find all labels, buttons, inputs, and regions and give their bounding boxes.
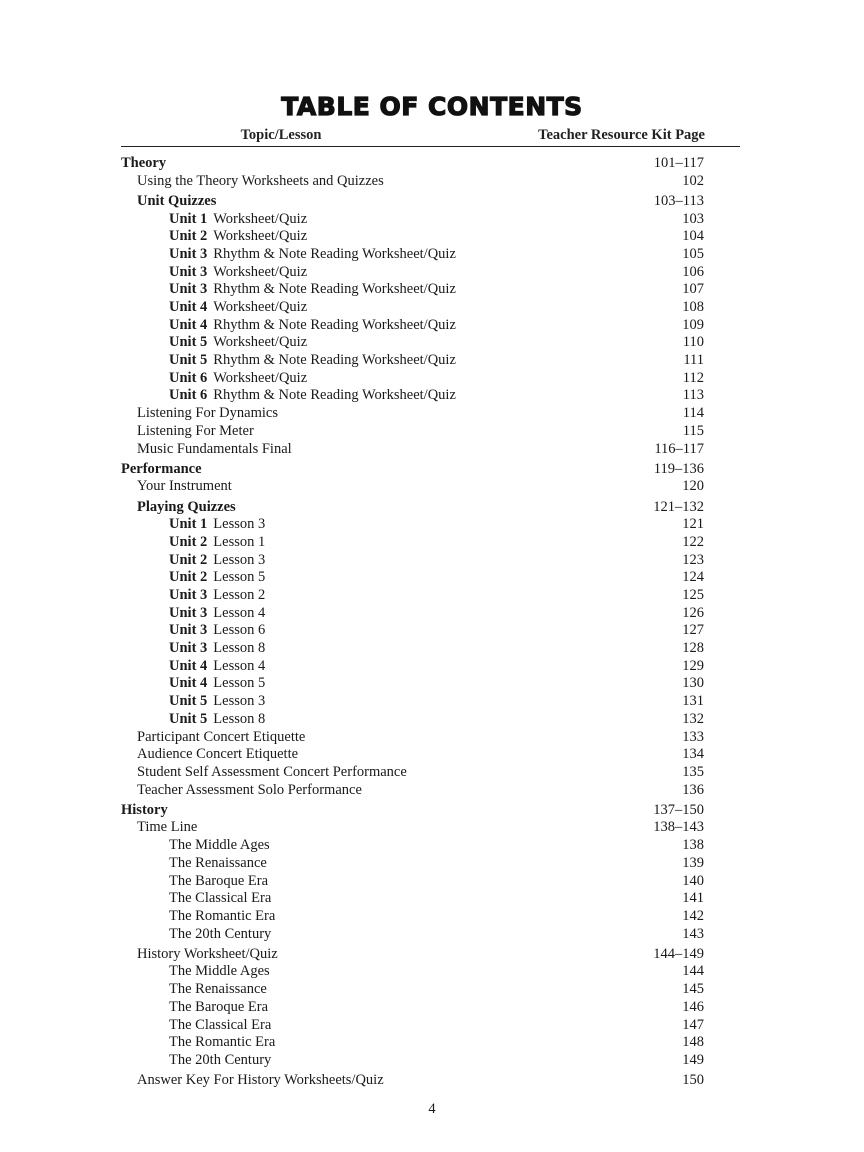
- entry-title: Lesson 2: [213, 587, 266, 603]
- toc-page-number: 121–132: [653, 498, 704, 515]
- toc-subitem: [121, 658, 704, 676]
- toc-entry-label: [169, 890, 271, 908]
- toc-entry-label: [137, 173, 384, 191]
- toc-subitem: [121, 281, 704, 299]
- unit-label: Unit 3: [169, 281, 208, 298]
- toc-entry-label: [137, 441, 292, 459]
- entry-title: Using the Theory Worksheets and Quizzes: [137, 172, 384, 189]
- unit-label: Unit 3: [169, 263, 208, 280]
- toc-subitem: [121, 352, 704, 370]
- unit-label: Unit 3: [169, 245, 208, 262]
- toc-entry-label: [169, 693, 265, 711]
- toc-page-number: 142: [682, 907, 704, 924]
- toc-subitem: [121, 334, 704, 352]
- entry-title: Listening For Dynamics: [137, 405, 278, 422]
- entry-title: Worksheet/Quiz: [213, 210, 308, 227]
- toc-entry-label: [169, 658, 265, 676]
- entry-title: History: [121, 801, 168, 818]
- toc-entry-label: [169, 228, 307, 246]
- toc-entry-label: [169, 264, 307, 282]
- toc-page-number: 113: [682, 387, 704, 404]
- toc-subitem: [121, 1052, 704, 1070]
- entry-title: Lesson 4: [213, 657, 266, 674]
- unit-label: Unit 4: [169, 657, 208, 674]
- entry-title: The Renaissance: [169, 854, 267, 871]
- toc-page-number: 134: [682, 746, 704, 763]
- toc-entry-label: [137, 499, 236, 517]
- entry-title: Lesson 5: [213, 675, 266, 692]
- toc-entry-label: [169, 352, 456, 370]
- toc-subitem: [121, 387, 704, 405]
- toc-item: [121, 729, 704, 747]
- toc-subitem: [121, 605, 704, 623]
- entry-title: Lesson 1: [213, 533, 266, 550]
- toc-entry-label: [137, 423, 254, 441]
- entry-title: Lesson 5: [213, 569, 266, 586]
- toc-entry-label: [137, 193, 216, 211]
- unit-label: Unit 5: [169, 693, 208, 710]
- toc-page-number: 145: [682, 981, 704, 998]
- toc-subitem: [121, 246, 704, 264]
- toc-page-number: 110: [682, 334, 704, 351]
- toc-group: [121, 499, 704, 517]
- toc-entry-label: [169, 334, 307, 352]
- toc-page-number: 104: [682, 228, 704, 245]
- entry-title: Worksheet/Quiz: [213, 334, 308, 351]
- toc-list: [121, 155, 704, 1090]
- entry-title: Answer Key For History Worksheets/Quiz: [137, 1072, 384, 1089]
- unit-label: Unit 3: [169, 604, 208, 621]
- entry-title: Rhythm & Note Reading Worksheet/Quiz: [213, 352, 456, 369]
- toc-page-number: 124: [682, 569, 704, 586]
- toc-entry-label: [169, 622, 265, 640]
- toc-page-number: 114: [682, 405, 704, 422]
- unit-label: Unit 6: [169, 369, 208, 386]
- toc-page-number: 111: [683, 352, 704, 369]
- toc-entry-label: [169, 299, 307, 317]
- entry-title: The Baroque Era: [169, 998, 269, 1015]
- toc-item: [121, 478, 704, 496]
- toc-page-number: 120: [682, 478, 704, 495]
- toc-page-number: 143: [682, 925, 704, 942]
- page-number: 4: [428, 1101, 436, 1117]
- toc-page-number: 121: [682, 516, 704, 533]
- toc-page-number: 109: [682, 316, 704, 333]
- toc-item: [121, 405, 704, 423]
- entry-title: Audience Concert Etiquette: [137, 746, 299, 763]
- toc-entry-label: [169, 534, 265, 552]
- toc-page-number: 138: [682, 837, 704, 854]
- toc-entry-label: [121, 802, 168, 820]
- unit-label: Unit 3: [169, 640, 208, 657]
- toc-page-number: 144–149: [653, 945, 704, 962]
- toc-page-number: 129: [682, 657, 704, 674]
- entry-title: Lesson 3: [213, 551, 266, 568]
- toc-entry-label: [169, 855, 267, 873]
- entry-title: Lesson 8: [213, 640, 266, 657]
- entry-title: Worksheet/Quiz: [213, 263, 308, 280]
- toc-entry-label: [169, 605, 265, 623]
- toc-entry-label: [169, 587, 265, 605]
- entry-title: The Romantic Era: [169, 907, 276, 924]
- entry-title: The Classical Era: [169, 890, 272, 907]
- toc-subitem: [121, 837, 704, 855]
- toc-page-number: 127: [682, 622, 704, 639]
- toc-entry-label: [137, 819, 197, 837]
- toc-item: [121, 441, 704, 459]
- entry-title: Worksheet/Quiz: [213, 228, 308, 245]
- toc-page-number: 144: [682, 963, 704, 980]
- toc-page-number: 133: [682, 728, 704, 745]
- entry-title: The Baroque Era: [169, 872, 269, 889]
- toc-subitem: [121, 264, 704, 282]
- entry-title: Theory: [121, 155, 167, 171]
- toc-subitem: [121, 981, 704, 999]
- unit-label: Unit 2: [169, 551, 208, 568]
- unit-label: Unit 5: [169, 352, 208, 369]
- unit-label: Unit 4: [169, 316, 208, 333]
- toc-page-number: 137–150: [653, 801, 704, 818]
- toc-page-number: 147: [682, 1016, 704, 1033]
- toc-subitem: [121, 999, 704, 1017]
- toc-entry-label: [169, 211, 307, 229]
- toc-item: [121, 746, 704, 764]
- toc-entry-label: [169, 926, 271, 944]
- toc-entry-label: [169, 675, 265, 693]
- entry-title: Lesson 6: [213, 622, 266, 639]
- entry-title: Listening For Meter: [137, 422, 254, 439]
- toc-page-number: 149: [682, 1051, 704, 1068]
- toc-entry-label: [169, 281, 456, 299]
- entry-title: The Middle Ages: [169, 837, 270, 854]
- entry-title: The 20th Century: [169, 925, 272, 942]
- toc-subitem: [121, 711, 704, 729]
- toc-subitem: [121, 211, 704, 229]
- toc-section: [121, 461, 704, 479]
- topic-column-heading: Topic/Lesson: [240, 127, 322, 143]
- entry-title: History Worksheet/Quiz: [137, 945, 278, 962]
- toc-entry-label: [169, 837, 270, 855]
- toc-entry-label: [169, 552, 265, 570]
- toc-subitem: [121, 516, 704, 534]
- toc-subitem: [121, 299, 704, 317]
- toc-page-number: 140: [682, 872, 704, 889]
- toc-item: [121, 423, 704, 441]
- toc-entry-label: [169, 640, 265, 658]
- toc-entry-label: [169, 908, 275, 926]
- unit-label: Unit 5: [169, 334, 208, 351]
- toc-entry-label: [169, 963, 270, 981]
- toc-subitem: [121, 873, 704, 891]
- entry-title: Lesson 4: [213, 604, 266, 621]
- unit-label: Unit 2: [169, 533, 208, 550]
- toc-page-number: 132: [682, 710, 704, 727]
- toc-subitem: [121, 587, 704, 605]
- toc-subitem: [121, 552, 704, 570]
- toc-entry-label: [169, 873, 268, 891]
- entry-title: Lesson 3: [213, 516, 266, 533]
- toc-entry-label: [169, 569, 265, 587]
- toc-entry-label: [121, 461, 202, 479]
- entry-title: Rhythm & Note Reading Worksheet/Quiz: [213, 281, 456, 298]
- entry-title: The Middle Ages: [169, 963, 270, 980]
- toc-subitem: [121, 569, 704, 587]
- toc-entry-label: [137, 946, 278, 964]
- toc-item: [121, 819, 704, 837]
- toc-subitem: [121, 963, 704, 981]
- unit-label: Unit 2: [169, 228, 208, 245]
- toc-entry-label: [169, 246, 456, 264]
- toc-entry-label: [169, 1017, 271, 1035]
- unit-label: Unit 4: [169, 299, 208, 315]
- toc-subitem: [121, 693, 704, 711]
- toc-subitem: [121, 855, 704, 873]
- toc-page-number: 106: [682, 263, 704, 280]
- entry-title: Music Fundamentals Final: [137, 440, 292, 457]
- toc-entry-label: [169, 999, 268, 1017]
- toc-section: [121, 802, 704, 820]
- toc-page-number: 107: [682, 281, 704, 298]
- toc-subitem: [121, 317, 704, 335]
- toc-subitem: [121, 622, 704, 640]
- toc-subitem: [121, 370, 704, 388]
- toc-page-number: 123: [682, 551, 704, 568]
- toc-entry-label: [137, 478, 232, 496]
- unit-label: Unit 3: [169, 622, 208, 639]
- toc-page-number: 139: [682, 854, 704, 871]
- toc-page-number: 102: [682, 172, 704, 189]
- toc-subitem: [121, 926, 704, 944]
- toc-subitem: [121, 534, 704, 552]
- column-header: [121, 127, 739, 147]
- toc-page-number: 112: [682, 369, 704, 386]
- entry-title: Playing Quizzes: [137, 498, 236, 515]
- toc-entry-label: [169, 387, 456, 405]
- toc-page-number: 136: [682, 781, 704, 798]
- toc-page-number: 103: [682, 210, 704, 227]
- toc-page-number: 116–117: [654, 440, 704, 457]
- toc-page-number: 103–113: [653, 192, 704, 209]
- toc-item: [121, 173, 704, 191]
- entry-title: The Classical Era: [169, 1016, 272, 1033]
- toc-page-number: 138–143: [653, 819, 704, 836]
- unit-label: Unit 1: [169, 516, 208, 533]
- toc-entry-label: [137, 729, 305, 747]
- toc-entry-label: [169, 1052, 271, 1070]
- toc-section: [121, 155, 704, 173]
- entry-title: Lesson 3: [213, 693, 266, 710]
- entry-title: Rhythm & Note Reading Worksheet/Quiz: [213, 387, 456, 404]
- toc-subitem: [121, 640, 704, 658]
- toc-page-number: 146: [682, 998, 704, 1015]
- entry-title: Worksheet/Quiz: [213, 369, 308, 386]
- toc-subitem: [121, 1034, 704, 1052]
- unit-label: Unit 5: [169, 710, 208, 727]
- entry-title: Your Instrument: [137, 478, 232, 495]
- toc-page-number: 141: [682, 890, 704, 907]
- entry-title: Participant Concert Etiquette: [137, 728, 306, 745]
- entry-title: Teacher Assessment Solo Performance: [137, 781, 362, 798]
- entry-title: Rhythm & Note Reading Worksheet/Quiz: [213, 245, 456, 262]
- entry-title: Time Line: [137, 819, 198, 836]
- toc-page-number: 108: [682, 299, 704, 315]
- toc-page-number: 131: [682, 693, 704, 710]
- unit-label: Unit 3: [169, 587, 208, 603]
- toc-entry-label: [137, 782, 362, 800]
- toc-subitem: [121, 1017, 704, 1035]
- toc-page-number: 148: [682, 1034, 704, 1051]
- entry-title: Unit Quizzes: [137, 192, 217, 209]
- toc-entry-label: [137, 1072, 384, 1090]
- toc-page-number: 105: [682, 245, 704, 262]
- toc-group: [121, 193, 704, 211]
- page-column-heading: Teacher Resource Kit Page: [538, 127, 705, 143]
- entry-title: The 20th Century: [169, 1051, 272, 1068]
- toc-page-number: 122: [682, 533, 704, 550]
- toc-entry-label: [137, 746, 298, 764]
- entry-title: Worksheet/Quiz: [213, 299, 308, 315]
- page-title: TABLE OF CONTENTS: [281, 92, 583, 121]
- toc-page-number: 135: [682, 763, 704, 780]
- entry-title: Lesson 8: [213, 710, 266, 727]
- entry-title: The Renaissance: [169, 981, 267, 998]
- toc-page-number: 130: [682, 675, 704, 692]
- entry-title: Performance: [121, 460, 202, 477]
- toc-page-number: 150: [682, 1072, 704, 1089]
- toc-entry-label: [169, 317, 456, 335]
- toc-subitem: [121, 675, 704, 693]
- toc-item: [121, 1072, 704, 1090]
- unit-label: Unit 4: [169, 675, 208, 692]
- unit-label: Unit 1: [169, 210, 208, 227]
- unit-label: Unit 2: [169, 569, 208, 586]
- toc-subitem: [121, 228, 704, 246]
- toc-entry-label: [169, 370, 307, 388]
- entry-title: Rhythm & Note Reading Worksheet/Quiz: [213, 316, 456, 333]
- toc-item: [121, 946, 704, 964]
- toc-subitem: [121, 890, 704, 908]
- toc-subitem: [121, 908, 704, 926]
- toc-entry-label: [169, 516, 265, 534]
- toc-entry-label: [169, 711, 265, 729]
- toc-item: [121, 782, 704, 800]
- toc-page-number: 128: [682, 640, 704, 657]
- toc-page-number: 126: [682, 604, 704, 621]
- toc-item: [121, 764, 704, 782]
- toc-entry-label: [169, 1034, 275, 1052]
- toc-entry-label: [137, 405, 278, 423]
- entry-title: Student Self Assessment Concert Performance: [137, 763, 407, 780]
- toc-entry-label: [121, 155, 166, 173]
- toc-entry-label: [137, 764, 407, 782]
- unit-label: Unit 6: [169, 387, 208, 404]
- toc-page-number: 119–136: [653, 460, 704, 477]
- toc-page-number: 115: [682, 422, 704, 439]
- entry-title: The Romantic Era: [169, 1034, 276, 1051]
- header-rule: [121, 146, 740, 147]
- toc-page-number: 101–117: [653, 155, 704, 171]
- toc-entry-label: [169, 981, 267, 999]
- toc-page-number: 125: [682, 587, 704, 603]
